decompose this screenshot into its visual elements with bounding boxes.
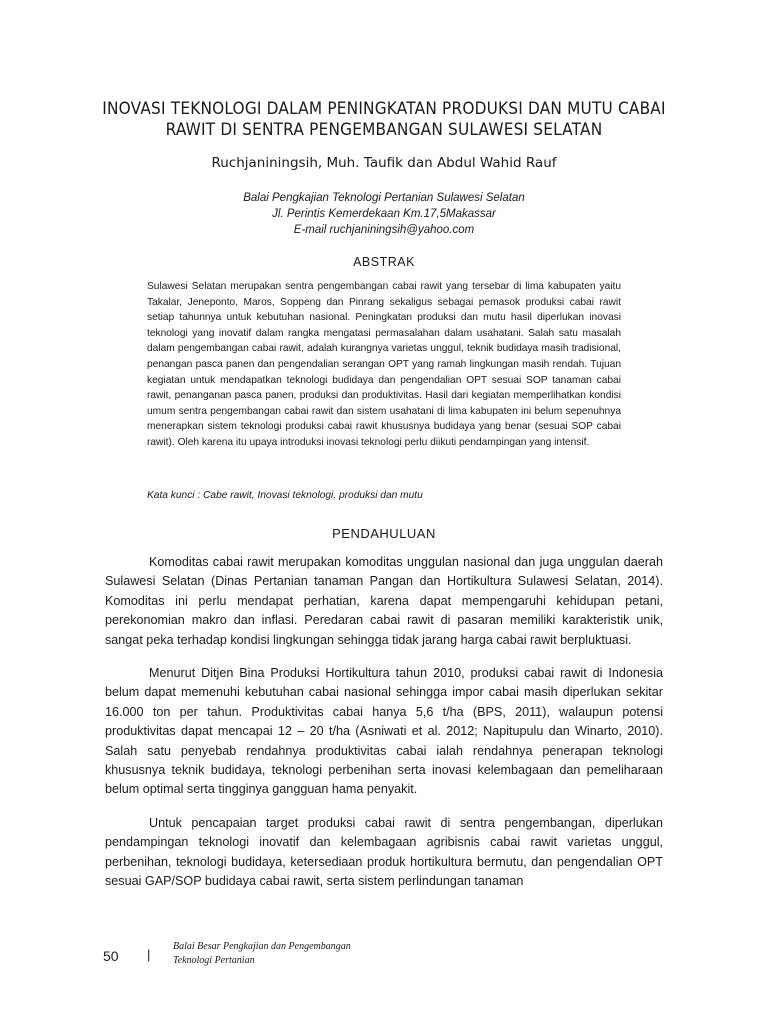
address: Jl. Perintis Kemerdekaan Km.17,5Makassar — [272, 208, 496, 220]
footer-line-1: Balai Besar Pengkajian dan Pengembangan — [173, 941, 351, 952]
authors: Ruchjaniningsih, Muh. Taufik dan Abdul Wahid Rauf — [211, 155, 557, 171]
keywords: Kata kunci : Cabe rawit, Inovasi teknologi, produksi dan mutu — [147, 490, 423, 501]
paragraph: Untuk pencapaian target produksi cabai rawit di sentra pengembangan, diperlukan pendampingan teknologi inovatif dan kelembagaan agribisnis cabai rawit varietas unggul, perbenihan, teknologi budidaya, ketersediaan produk hortikultura bermutu, dan pengendalian OPT sesuai GAP/SOP budidaya cabai rawit, serta sistem perlindungan tanaman — [105, 815, 663, 889]
abstract-text: Sulawesi Selatan merupakan sentra pengembangan cabai rawit yang tersebar di lima kabupaten yaitu Takalar, Jeneponto, Maros, Soppeng dan Pinrang sekaligus sebagai pemasok produksi cabai rawit setiap tahunnya untuk kebutuhan nasional. Peningkatan produksi dan mutu hasil diperlukan inovasi teknologi yang inovatif dalam rangka mengatasi permasalahan dalam usahatani. Salah satu masalah dalam pengembangan cabai rawit, adalah kurangnya varietas unggul, teknik budidaya masih tradisional, penangan pasca panen dan pengendalian serangan OPT yang ramah lingkungan masih rendah. Tujuan kegiatan untuk mendapatkan teknologi budidaya dan pengendalian OPT sesuai SOP tanaman cabai rawit, penanganan pasca panen, produksi dan produktivitas. Hasil dari kegiatan memperlihatkan kondisi umum sentra pengembangan cabai rawit dan sistem usahatani di lima kabupaten ini belum sepenuhnya menerapkan sistem teknologi produksi cabai rawit khususnya budidaya yang benar (sesuai SOP cabai rawit). Oleh karena itu upaya introduksi inovasi teknologi perlu diikuti pendampingan yang intensif. — [147, 281, 621, 448]
footer-publisher — [173, 940, 351, 968]
affiliation — [0, 190, 768, 238]
page-number: 50 — [103, 948, 119, 964]
abstract-heading: ABSTRAK — [353, 255, 415, 269]
paper-title: INOVASI TEKNOLOGI DALAM PENINGKATAN PRODUKSI DAN MUTU CABAI RAWIT DI SENTRA PENGEMBANGAN SULAWESI SELATAN — [102, 99, 666, 139]
section-body — [105, 553, 663, 906]
footer-separator: | — [147, 947, 151, 962]
email: E-mail ruchjaniningsih@yahoo.com — [293, 224, 475, 236]
institution: Balai Pengkajian Teknologi Pertanian Sulawesi Selatan — [243, 192, 525, 204]
footer-line-2: Teknologi Pertanian — [173, 955, 255, 966]
paragraph: Komoditas cabai rawit merupakan komoditas unggulan nasional dan juga unggulan daerah Sulawesi Selatan (Dinas Pertanian tanaman Pangan dan Hortikultura Sulawesi Selatan, 2014). Komoditas ini perlu mendapat perhatian, karena dapat mempengaruhi kehidupan petani, perekonomian makro dan inflasi. Peredaran cabai rawit di pasaran memiliki karakteristik unik, sangat peka terhadap kondisi lingkungan sehingga tidak jarang harga cabai rawit berpluktuasi. — [105, 555, 663, 647]
section-heading: PENDAHULUAN — [332, 526, 436, 541]
paragraph: Menurut Ditjen Bina Produksi Hortikultura tahun 2010, produksi cabai rawit di Indonesia belum dapat memenuhi kebutuhan cabai nasional sehingga impor cabai masih diperlukan sekitar 16.000 ton per tahun. Produktivitas cabai hanya 5,6 t/ha (BPS, 2011), walaupun potensi produktivitas dapat mencapai 12 – 20 t/ha (Asniwati et al. 2012; Napitupulu dan Winarto, 2010). Salah satu penyebab rendahnya produktivitas cabai ialah rendahnya penerapan teknologi khususnya teknik budidaya, teknologi perbenihan serta inovasi kelembagaan dan pemeliharaan belum optimal serta tingginya gangguan hama penyakit. — [105, 666, 663, 797]
